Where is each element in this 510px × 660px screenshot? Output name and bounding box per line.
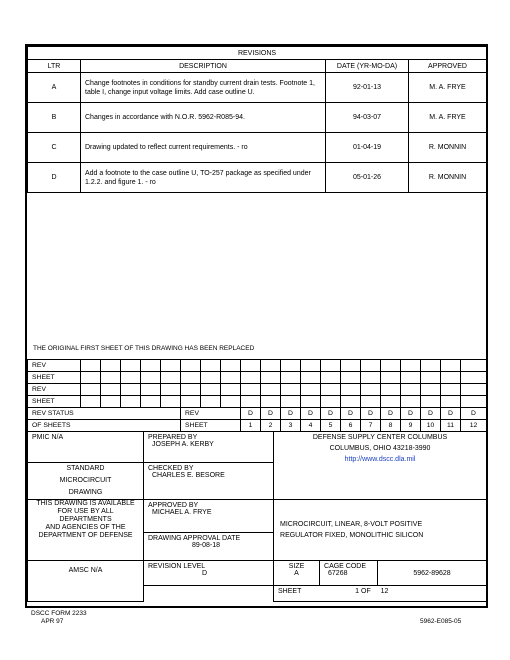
sheet-of: OF (361, 588, 371, 595)
grid-sheet-label: SHEET (28, 396, 81, 408)
standard-microcircuit-drawing (28, 463, 144, 500)
agency-url[interactable]: http://www.dscc.dla.mil (344, 456, 416, 463)
grid-cell (341, 396, 361, 408)
grid-cell (441, 372, 461, 384)
grid-cell (221, 396, 241, 408)
col-date: DATE (YR-MO-DA) (326, 60, 409, 73)
grid-rev-label: REV (28, 384, 81, 396)
status-sheet-cell: 2 (261, 420, 281, 432)
revisions-table (27, 46, 487, 193)
grid-cell (461, 396, 487, 408)
prepared-by-name: JOSEPH A. KERBY (152, 441, 214, 448)
status-sheet-cell: 6 (341, 420, 361, 432)
grid-cell (261, 360, 281, 372)
grid-cell (141, 360, 161, 372)
availability-line: AND AGENCIES OF THE (45, 524, 126, 531)
form-number: DSCC FORM 2233 (31, 610, 87, 617)
title-line: REGULATOR FIXED, MONOLITHIC SILICON (280, 532, 424, 539)
grid-cell (421, 384, 441, 396)
grid-cell (141, 396, 161, 408)
form-date: APR 97 (41, 618, 64, 625)
rev-status-label: REV STATUS (28, 408, 181, 420)
status-sheet-cell: 7 (361, 420, 381, 432)
rev-approved: R. MONNIN (409, 163, 487, 193)
grid-cell (101, 384, 121, 396)
status-rev-cell: D (241, 408, 261, 420)
revision-row (28, 103, 487, 133)
grid-cell (421, 372, 441, 384)
status-rev-label: REV (181, 408, 241, 420)
status-sheet-label: SHEET (181, 420, 241, 432)
drawing-label: DRAWING (68, 489, 103, 496)
agency-address: COLUMBUS, OHIO 43218-3990 (329, 445, 431, 452)
col-ltr: LTR (28, 60, 81, 73)
status-rev-cell: D (301, 408, 321, 420)
title-block (27, 431, 487, 602)
grid-cell (121, 384, 141, 396)
rev-letter: C (28, 133, 81, 163)
status-sheet-cell: 5 (321, 420, 341, 432)
grid-cell (241, 396, 261, 408)
status-sheet-cell: 12 (461, 420, 487, 432)
status-sheet-cell: 11 (441, 420, 461, 432)
grid-sheet-label: SHEET (28, 372, 81, 384)
sheet-label: SHEET (278, 588, 302, 595)
grid-cell (261, 396, 281, 408)
grid-cell (161, 372, 181, 384)
grid-rev-label: REV (28, 360, 81, 372)
form-code: 5962-E085-05 (420, 618, 462, 625)
grid-cell (441, 384, 461, 396)
rev-description: Change footnotes in conditions for standby current drain tests. Footnote 1, table I, change input voltage limits. Add case outline U. (81, 73, 326, 103)
agency-block (274, 432, 487, 500)
pmic: PMIC N/A (28, 432, 144, 463)
cage-code: 67268 (328, 570, 348, 577)
rev-approved: M. A. FRYE (409, 103, 487, 133)
grid-cell (201, 384, 221, 396)
grid-cell (161, 384, 181, 396)
grid-cell (381, 372, 401, 384)
drawing-title (274, 500, 487, 561)
document-number: 5962-89628 (378, 561, 487, 586)
status-sheet-cell: 10 (421, 420, 441, 432)
cage-code-label: CAGE CODE (324, 563, 367, 570)
title-line: MICROCIRCUIT, LINEAR, 8-VOLT POSITIVE (280, 521, 423, 528)
grid-cell (321, 396, 341, 408)
approved-by-label: APPROVED BY (148, 502, 199, 509)
replaced-note: THE ORIGINAL FIRST SHEET OF THIS DRAWING HAS BEEN REPLACED (33, 345, 255, 352)
rev-date: 01-04-19 (326, 133, 409, 163)
rev-description: Changes in accordance with N.O.R. 5962-R085-94. (81, 103, 326, 133)
rev-description: Drawing updated to reflect current requirements. - ro (81, 133, 326, 163)
grid-cell (121, 360, 141, 372)
status-rev-cell: D (361, 408, 381, 420)
revision-status-grid (27, 359, 487, 432)
grid-cell (261, 384, 281, 396)
grid-cell (281, 372, 301, 384)
agency-name: DEFENSE SUPPLY CENTER COLUMBUS (312, 434, 448, 441)
rev-letter: B (28, 103, 81, 133)
grid-cell (361, 360, 381, 372)
grid-cell (301, 360, 321, 372)
status-sheet-cell: 1 (241, 420, 261, 432)
grid-cell (341, 384, 361, 396)
size-value: A (294, 570, 299, 577)
grid-cell (321, 384, 341, 396)
grid-cell (81, 360, 101, 372)
approval-date-label: DRAWING APPROVAL DATE (148, 535, 241, 542)
status-rev-cell: D (341, 408, 361, 420)
col-description: DESCRIPTION (81, 60, 326, 73)
grid-cell (381, 384, 401, 396)
grid-cell (421, 396, 441, 408)
grid-cell (141, 372, 161, 384)
status-sheet-cell: 3 (281, 420, 301, 432)
grid-cell (301, 372, 321, 384)
grid-cell (321, 372, 341, 384)
rev-approved: R. MONNIN (409, 133, 487, 163)
grid-cell (261, 372, 281, 384)
status-rev-cell: D (441, 408, 461, 420)
status-sheet-cell: 8 (381, 420, 401, 432)
grid-cell (101, 372, 121, 384)
grid-cell (401, 372, 421, 384)
grid-cell (361, 396, 381, 408)
revision-level: D (202, 570, 208, 577)
rev-date: 92-01-13 (326, 73, 409, 103)
of-sheets-label: OF SHEETS (28, 420, 181, 432)
grid-cell (81, 396, 101, 408)
grid-cell (461, 360, 487, 372)
col-approved: APPROVED (409, 60, 487, 73)
grid-cell (241, 384, 261, 396)
amsc: AMSC N/A (28, 561, 144, 602)
status-rev-cell: D (381, 408, 401, 420)
drawing-frame (25, 44, 488, 608)
rev-date: 05-01-26 (326, 163, 409, 193)
status-rev-cell: D (261, 408, 281, 420)
rev-description: Add a footnote to the case outline U, TO-257 package as specified under 1.2.2. and figure 1. - ro (81, 163, 326, 193)
grid-cell (401, 396, 421, 408)
grid-cell (461, 384, 487, 396)
grid-cell (341, 372, 361, 384)
grid-cell (181, 396, 201, 408)
status-rev-cell: D (321, 408, 341, 420)
grid-cell (221, 360, 241, 372)
grid-cell (121, 396, 141, 408)
grid-cell (181, 384, 201, 396)
grid-cell (301, 384, 321, 396)
grid-cell (441, 396, 461, 408)
rev-date: 94-03-07 (326, 103, 409, 133)
approval-date: 89-08-18 (192, 542, 221, 549)
grid-cell (281, 396, 301, 408)
form-footer (31, 610, 87, 626)
grid-cell (401, 384, 421, 396)
grid-cell (81, 372, 101, 384)
grid-cell (301, 396, 321, 408)
grid-cell (441, 360, 461, 372)
grid-cell (421, 360, 441, 372)
sheet-total: 12 (380, 588, 389, 595)
checked-by-name: CHARLES E. BESORE (152, 472, 225, 479)
microcircuit-label: MICROCIRCUIT (59, 477, 112, 484)
grid-cell (181, 360, 201, 372)
grid-cell (341, 360, 361, 372)
status-rev-cell: D (281, 408, 301, 420)
grid-cell (381, 396, 401, 408)
availability-line: DEPARTMENT OF DEFENSE (38, 532, 133, 539)
rev-letter: D (28, 163, 81, 193)
grid-cell (201, 372, 221, 384)
grid-cell (201, 360, 221, 372)
status-rev-cell: D (421, 408, 441, 420)
revisions-heading: REVISIONS (28, 47, 487, 60)
grid-cell (241, 372, 261, 384)
grid-cell (221, 372, 241, 384)
size-label: SIZE (288, 563, 305, 570)
availability-line: DEPARTMENTS (59, 516, 112, 523)
availability-line: THIS DRAWING IS AVAILABLE (36, 500, 135, 507)
grid-cell (401, 360, 421, 372)
status-sheet-cell: 4 (301, 420, 321, 432)
grid-cell (361, 384, 381, 396)
grid-cell (201, 396, 221, 408)
approved-by-name: MICHAEL A. FRYE (152, 509, 212, 516)
grid-cell (281, 384, 301, 396)
revision-row (28, 73, 487, 103)
grid-cell (161, 360, 181, 372)
standard-label: STANDARD (66, 465, 105, 472)
grid-cell (81, 384, 101, 396)
grid-cell (101, 360, 121, 372)
status-sheet-cell: 9 (401, 420, 421, 432)
grid-cell (461, 372, 487, 384)
grid-cell (281, 360, 301, 372)
grid-cell (121, 372, 141, 384)
revision-row (28, 133, 487, 163)
grid-cell (141, 384, 161, 396)
grid-cell (321, 360, 341, 372)
availability-line: FOR USE BY ALL (57, 508, 114, 515)
revision-level-label: REVISION LEVEL (148, 563, 206, 570)
checked-by-label: CHECKED BY (148, 465, 194, 472)
sheet-number: 1 (355, 588, 360, 595)
rev-letter: A (28, 73, 81, 103)
grid-cell (361, 372, 381, 384)
sheet-block (274, 586, 487, 602)
grid-cell (241, 360, 261, 372)
status-rev-cell: D (461, 408, 487, 420)
revision-row (28, 163, 487, 193)
availability-note (28, 500, 144, 561)
grid-cell (101, 396, 121, 408)
grid-cell (381, 360, 401, 372)
rev-approved: M. A. FRYE (409, 73, 487, 103)
grid-cell (161, 396, 181, 408)
prepared-by-label: PREPARED BY (148, 434, 198, 441)
grid-cell (221, 384, 241, 396)
status-rev-cell: D (401, 408, 421, 420)
grid-cell (181, 372, 201, 384)
